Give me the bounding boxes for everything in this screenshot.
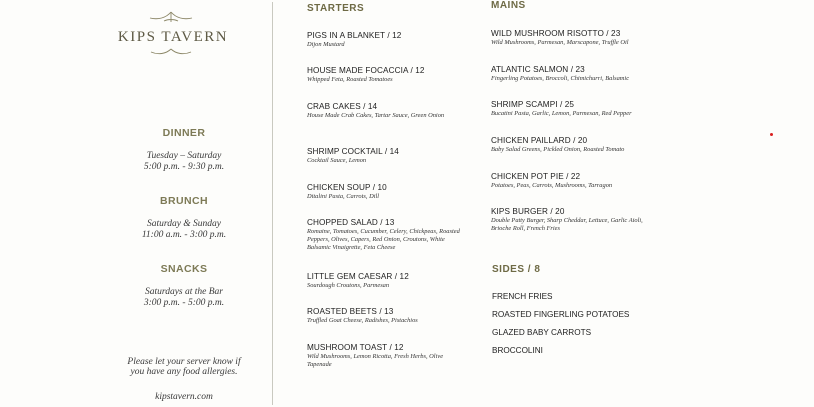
main-item: SHRIMP SCAMPI / 25 Bucatini Pasta, Garlic, Lemon, Parmesan, Red Pepper <box>491 100 632 117</box>
dinner-days: Tuesday – Saturday <box>146 151 222 161</box>
side-item: FRENCH FRIES <box>492 292 553 301</box>
side-item: BROCCOLINI <box>492 346 543 355</box>
brunch-days: Saturday & Sunday <box>146 219 222 229</box>
main-item: CHICKEN POT PIE / 22 Potatoes, Peas, Carrots, Mushrooms, Tarragon <box>491 172 613 189</box>
info-panel <box>0 0 272 407</box>
side-item: ROASTED FINGERLING POTATOES <box>492 310 630 319</box>
starter-item: MUSHROOM TOAST / 12 Wild Mushrooms, Lemon Ricotta, Fresh Herbs, Olive Tapenade <box>307 343 444 368</box>
dinner-time: 5:00 p.m. - 9:30 p.m. <box>143 162 225 172</box>
website-link[interactable]: kipstavern.com <box>155 392 213 402</box>
snacks-title: SNACKS <box>160 263 208 275</box>
ornament-top-icon <box>146 10 196 24</box>
starter-item: SHRIMP COCKTAIL / 14 Cocktail Sauce, Lemon <box>307 147 399 164</box>
mains-title: MAINS <box>491 0 526 11</box>
starter-item: CHICKEN SOUP / 10 Ditalini Pasta, Carrots, Dill <box>307 183 387 200</box>
starter-item: LITTLE GEM CAESAR / 12 Sourdough Croutons, Parmesan <box>307 272 409 289</box>
restaurant-name: KIPS TAVERN <box>117 29 229 45</box>
starter-item: PIGS IN A BLANKET / 12 Dijon Mustard <box>307 31 402 48</box>
starter-item: CHOPPED SALAD / 13 Romaine, Tomatoes, Cucumber, Celery, Chickpeas, Roasted Peppers, Olives, Capers, Red Onion, Croutons, White Balsamic Vinaigrette, Feta Cheese <box>307 218 460 251</box>
brunch-title: BRUNCH <box>160 195 208 207</box>
snacks-days: Saturdays at the Bar <box>144 287 224 297</box>
starter-item: HOUSE MADE FOCACCIA / 12 Whipped Feta, Roasted Tomatoes <box>307 66 425 83</box>
sides-title: SIDES / 8 <box>492 264 541 275</box>
starter-item: ROASTED BEETS / 13 Truffled Goat Cheese, Radishes, Pistachios <box>307 307 418 324</box>
ornament-bottom-icon <box>146 48 196 58</box>
brunch-time: 11:00 a.m. - 3:00 p.m. <box>141 230 227 240</box>
main-item: ATLANTIC SALMON / 23 Fingerling Potatoes, Broccoli, Chimichurri, Balsamic <box>491 65 630 82</box>
starter-item: CRAB CAKES / 14 House Made Crab Cakes, Tartar Sauce, Green Onion <box>307 102 445 119</box>
allergy-note-line2: you have any food allergies. <box>130 367 238 377</box>
side-item: GLAZED BABY CARROTS <box>492 328 592 337</box>
starters-title: STARTERS <box>307 3 365 14</box>
dinner-title: DINNER <box>162 127 206 139</box>
allergy-note-line1: Please let your server know if <box>127 357 241 367</box>
main-item: WILD MUSHROOM RISOTTO / 23 Wild Mushrooms, Parmesan, Marscapone, Truffle Oil <box>491 29 629 46</box>
divider <box>272 2 273 405</box>
marker-dot <box>770 133 773 136</box>
snacks-time: 3:00 p.m. - 5:00 p.m. <box>143 298 225 308</box>
main-item: KIPS BURGER / 20 Double Patty Burger, Sharp Cheddar, Lettuce, Garlic Aioli, Brioche Roll, French Fries <box>491 207 643 232</box>
main-item: CHICKEN PAILLARD / 20 Baby Salad Greens, Pickled Onion, Roasted Tomato <box>491 136 625 153</box>
